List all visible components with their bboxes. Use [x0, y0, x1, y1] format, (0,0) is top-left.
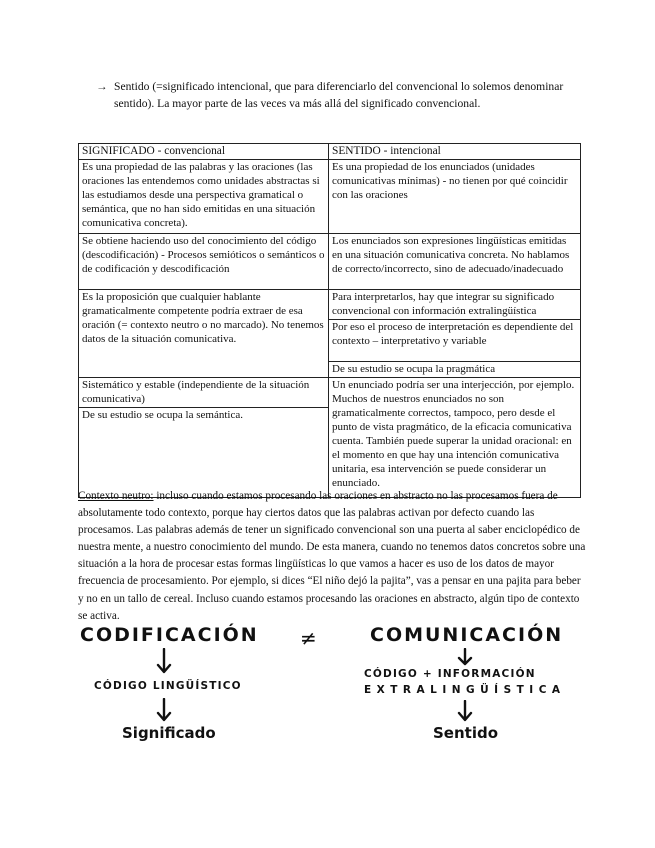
comunicacion-title: COMUNICACIÓN — [370, 624, 564, 646]
intro-bullet — [96, 78, 586, 112]
table-row — [79, 160, 581, 234]
table-cell: De su estudio se ocupa la semántica. — [79, 408, 329, 498]
table-cell: Se obtiene haciendo uso del conocimiento del código (descodificación) - Procesos semióticos o semánticos o de codificación y descodificación — [79, 234, 329, 290]
extralinguistica-label: EXTRALINGÜÍSTICA — [364, 684, 566, 696]
arrow-down-icon — [156, 648, 172, 674]
arrow-right-icon: → — [96, 80, 108, 93]
paragraph-lead: Contexto neutro: — [78, 490, 154, 502]
table-cell: Los enunciados son expresiones lingüísticas emitidas en una situación comunicativa concreta. No hablamos de correcto/incorrecto, sino de adecuado/inadecuado — [329, 234, 581, 290]
significado-label: Significado — [122, 724, 216, 742]
paragraph-body: incluso cuando estamos procesando las oraciones en abstracto no las procesamos fuera de absolutamente todo contexto, porque hay ciertos datos que las palabras activan por defecto cuando las procesamos. Las palabras además de tener un significado convencional son una puerta al saber enciclopédico de nuestra mente, a nuestro conocimiento del mundo. De esta manera, cuando no tenemos datos concretos sobre una situación a la hora de procesar estas formas lingüísticas lo que vamos a hacer es uso de los datos de mayor frecuencia de procesamiento. Por ejemplo, si dices “El niño dejó la pajita”, vas a pensar en una pajita para beber y no en un tallo de cereal. Incluso cuando estamos procesando las oraciones en abstracto, algún tipo de contexto se activa. — [78, 490, 586, 622]
not-equal-sign: ≠ — [300, 626, 317, 650]
comparison-table — [78, 143, 581, 498]
table-row — [79, 234, 581, 290]
table-cell: Es una propiedad de las palabras y las oraciones (las oraciones las entendemos como unidades abstractas si las estudiamos desde una perspectiva gramatical o semántica, que no han sido emitidas en una situación comunicativa concreta). — [79, 160, 329, 234]
table-cell: De su estudio se ocupa la pragmática — [329, 362, 581, 378]
table-row — [79, 378, 581, 408]
codigo-informacion-label: CÓDIGO + INFORMACIÓN — [364, 668, 536, 680]
arrow-down-icon — [457, 648, 473, 666]
table-cell: Para interpretarlos, hay que integrar su significado convencional con información extralingüística — [329, 290, 581, 320]
codification-communication-diagram — [78, 618, 586, 758]
codigo-linguistico-label: CÓDIGO LINGÜÍSTICO — [94, 680, 242, 692]
header-significado: SIGNIFICADO - convencional — [79, 144, 329, 160]
table-row — [79, 290, 581, 320]
arrow-down-icon — [156, 698, 172, 722]
arrow-down-icon — [457, 700, 473, 722]
table-cell: Sistemático y estable (independiente de la situación comunicativa) — [79, 378, 329, 408]
table-cell: Es la proposición que cualquier hablante gramaticalmente competente podría extraer de esa oración (= contexto neutro o no marcado). No tenemos datos de la situación comunicativa. — [79, 290, 329, 378]
table-cell: Por eso el proceso de interpretación es dependiente del contexto – interpretativo y variable — [329, 320, 581, 362]
codificacion-title: CODIFICACIÓN — [80, 624, 259, 646]
sentido-label: Sentido — [433, 724, 499, 742]
table-cell: Es una propiedad de los enunciados (unidades comunicativas mínimas) - no tienen por qué coincidir con las oraciones — [329, 160, 581, 234]
table-header-row — [79, 144, 581, 160]
table-cell: Un enunciado podría ser una interjección, por ejemplo. Muchos de nuestros enunciados no son gramaticalmente correctos, tampoco, pero desde el punto de vista pragmático, de la eficacia comunicativa cuenta. También puede superar la unidad oracional: en el momento en que hay una intención comunicativa unitaria, esa intervención se puede considerar un enunciado. — [329, 378, 581, 498]
neutral-context-paragraph — [78, 488, 586, 625]
intro-text: Sentido (=significado intencional, que para diferenciarlo del convencional lo solemos denominar sentido). La mayor parte de las veces va más allá del significado convencional. — [114, 80, 564, 110]
header-sentido: SENTIDO - intencional — [329, 144, 581, 160]
